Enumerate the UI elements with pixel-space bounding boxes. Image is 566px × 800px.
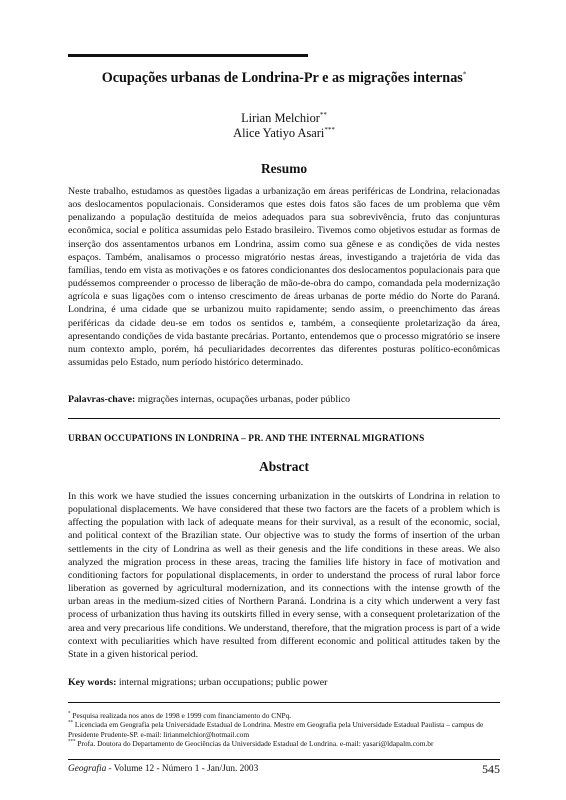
footnote-1-marker: * — [68, 711, 71, 717]
author-list — [68, 111, 500, 141]
palavras-chave-values: migrações internas, ocupações urbanas, poder público — [137, 394, 351, 405]
footer-rule — [68, 759, 500, 760]
abstract-body: In this work we have studied the issues concerning urbanization in the outskirts of Londrina in relation to populational displacements. We have considered that these two factors are the facets of a problem which is affecting the population with lack of adequate means for their survival, as a result of the economic, social, and political context of the Brazilian state. Our objective was to study the forms of insertion of the urban settlements in the city of Londrina as well as their genesis and the life conditions in these areas. We also analyzed the migration process in these areas, tracing the families life history in face of motivation and conditioning factors for populational displacements, in order to understand the process of rural labor force liberation as governed by agricultural modernization, and its connections with the intense growth of the urban areas in the medium-sized cities of Northern Paraná. Londrina is a city which underwent a very fast process of urbanization thus having its outskirts filled in every sense, with a consequent proletarization of the area and very precarious life conditions. We understand, therefore, that the migration process is part of a wide context with peculiarities which have resulted from different economic and political attitudes taken by the State in a given historical period. — [68, 491, 500, 660]
author-1-marker: ** — [319, 110, 327, 119]
key-words-label: Key words: — [68, 677, 117, 688]
article-title-text: Ocupações urbanas de Londrina-Pr e as migrações internas — [101, 70, 463, 86]
footnote-3 — [68, 739, 500, 748]
english-title: URBAN OCCUPATIONS IN LONDRINA – PR. AND THE INTERNAL MIGRATIONS — [68, 434, 425, 444]
footnote-2-marker: ** — [68, 720, 73, 726]
key-words-values: internal migrations; urban occupations; public power — [118, 677, 328, 688]
title-footnote-marker: * — [462, 70, 467, 79]
footnote-1-text: Pesquisa realizada nos anos de 1998 e 1999 com financiamento do CNPq. — [72, 711, 292, 720]
footnote-2 — [68, 720, 500, 739]
palavras-chave — [68, 394, 500, 405]
journal-citation — [68, 764, 258, 774]
footnote-1 — [68, 711, 500, 720]
author-1 — [68, 111, 500, 126]
palavras-chave-label: Palavras-chave: — [68, 394, 136, 405]
article-title — [68, 70, 500, 87]
footnote-2-text: Licenciada em Geografia pela Universidade Estadual de Londrina. Mestre em Geografia pela Universidade Estadual Paulista – campus de Presidente Prudente-SP. e-mail: lirianmelchior@hotmail.com — [68, 720, 484, 739]
footnote-3-text: Profa. Doutora do Departamento de Geociências da Universidade Estadual de Londrina. e-mail: yasari@ldapalm.com.br — [77, 739, 434, 749]
footnote-divider — [68, 702, 500, 703]
section-divider — [68, 418, 500, 419]
author-2-name: Alice Yatiyo Asari — [233, 126, 325, 140]
abstract-heading: Abstract — [259, 459, 309, 474]
journal-name: Geografia — [68, 764, 107, 774]
page-number: 545 — [482, 762, 500, 776]
footnotes — [68, 711, 500, 749]
key-words — [68, 677, 500, 688]
author-2 — [68, 126, 500, 141]
author-2-marker: *** — [324, 125, 335, 134]
resumo-body: Neste trabalho, estudamos as questões ligadas a urbanização em áreas periféricas de Londrina, relacionadas aos deslocamentos populacionais. Consideramos que estes dois fatos são faces de um problema que vêm penalizando a população destituída de meios adequados para sua sobrevivência, fruto das conjunturas econômica, social e política assumidas pelo Estado brasileiro. Tivemos como objetivos estudar as formas de inserção dos assentamentos urbanos em Londrina, assim como sua gênese e as condições de vida nestes espaços. Também, analisamos o processo migratório nestas áreas, investigando a trajetória de vida das famílias, tendo em vista as motivações e os fatores condicionantes dos deslocamentos populacionais para que pudéssemos compreender o processo de liberação de mão-de-obra do campo, comandada pela modernização agrícola e suas ligações com o intenso crescimento de áreas urbanas de porte médio do Norte do Paraná. Londrina, é uma cidade que se urbanizou muito rapidamente; sendo assim, o preenchimento das áreas periféricas da cidade deu-se em todos os sentidos e, também, a conseqüente proletarização da área, apresentando condições de vida bastante precárias. Portanto, entendemos que o processo migratório se insere num contexto amplo, porém, há peculiaridades decorrentes das diferentes posturas político-econômicas assumidas pelo Estado, num período histórico determinado. — [68, 186, 500, 369]
header-rule — [68, 54, 308, 57]
resumo-heading: Resumo — [260, 161, 308, 176]
footnote-3-marker: *** — [68, 739, 76, 745]
author-1-name: Lirian Melchior — [241, 111, 320, 125]
journal-issue: - Volume 12 - Número 1 - Jan/Jun. 2003 — [106, 764, 259, 774]
